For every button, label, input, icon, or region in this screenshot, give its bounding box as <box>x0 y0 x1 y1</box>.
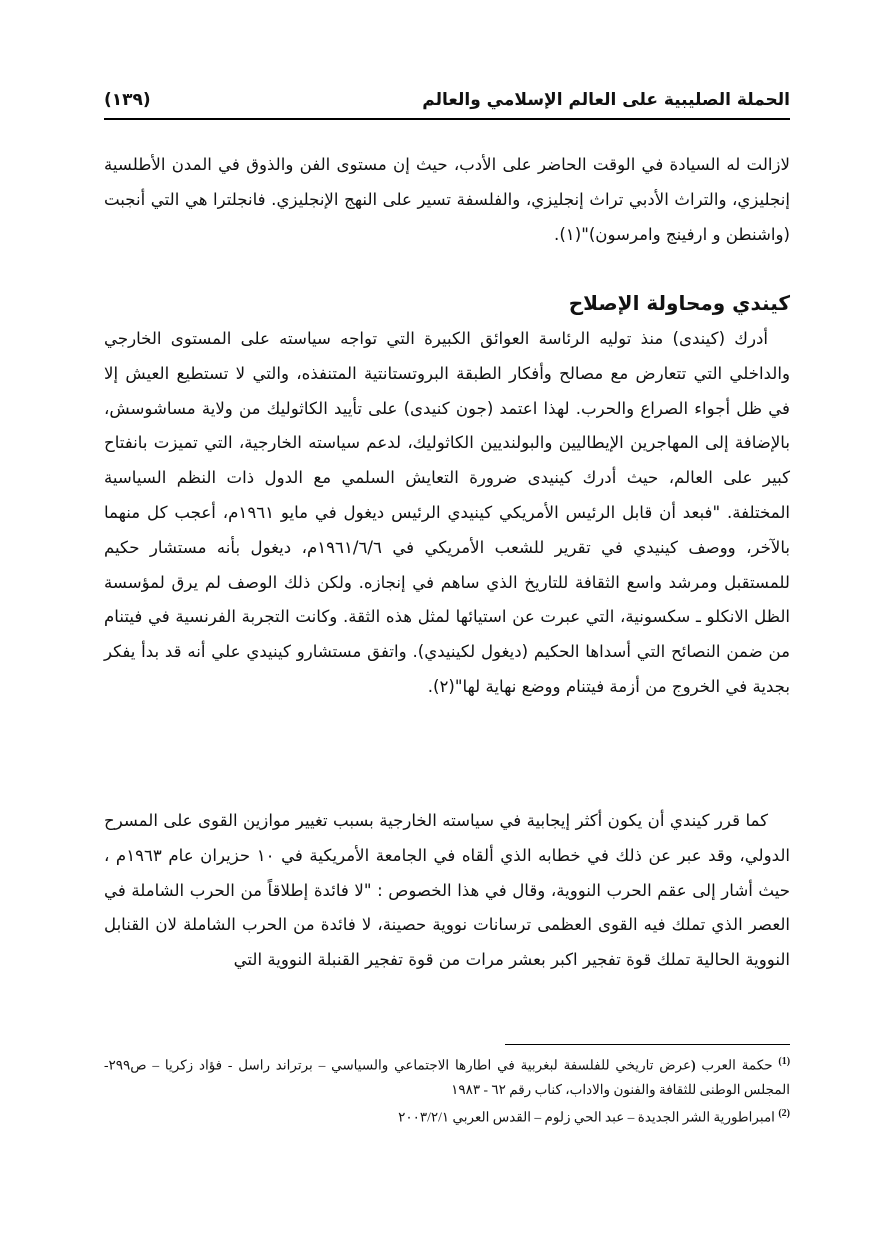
footnote-1 <box>104 1050 790 1102</box>
footnote-1-text: عرض تاريخي للفلسفة لبغربية في اطارها الاجتماعي والسياسي – برتراند راسل - فؤاد زكريا – ص٢٩٩- المجلس الوطنى للثقافة والفنون والاداب، كناب رقم ٦٢ - ١٩٨٣ <box>104 1057 790 1097</box>
page-number: (١٣٩) <box>104 90 151 110</box>
running-header <box>104 88 790 120</box>
footnote-2-text: امبراطورية الشر الجديدة – عبد الحي زلوم – القدس العربي ٢٠٠٣/٢/١ <box>398 1109 775 1124</box>
running-header-title: الحملة الصليبية على العالم الإسلامي والعالم <box>422 90 790 110</box>
footnote-1-title: حكمة العرب <box>701 1057 773 1073</box>
footnote-marker: (1) <box>778 1056 791 1067</box>
footnote-1-paren: ( <box>691 1057 696 1073</box>
paragraph-nuclear-speech: كما قرر كيندي أن يكون أكثر إيجابية في سياسته الخارجية بسبب تغيير موازين القوى على المسرح الدولي، وقد عبر عن ذلك في خطابه الذي ألقاه في الجامعة الأمريكية في ١٠ حزيران عام ١٩٦٣م ، حيث أشار إلى عقم الحرب النووية، وقال في هذا الخصوص : "لا فائدة إطلاقاً من الحرب الشاملة في العصر الذي تملك فيه القوى العظمى ترسانات نووية حصينة، لا فائدة من الحرب الشاملة لان القنابل النووية الحالية تملك قوة تفجير اكبر بعشر مرات من قوة تفجير القنبلة النووية التي <box>104 811 790 970</box>
paragraph-continuation: لازالت له السيادة في الوقت الحاضر على الأدب، حيث إن مستوى الفن والذوق في المدن الأطلسية إنجليزي، والتراث الأدبي تراث إنجليزي، والفلسفة تسير على النهج الإنجليزي. فانجلترا هي التي أنجبت (واشنطن و ارفينج وامرسون)"(١). <box>104 155 790 244</box>
footnote-2 <box>104 1102 790 1130</box>
footnote-separator <box>505 1044 790 1045</box>
section-heading: كيندي ومحاولة الإصلاح <box>568 290 790 315</box>
paragraph-kennedy-reform: أدرك (كيندى) منذ توليه الرئاسة العوائق الكبيرة التي تواجه سياسته على المستوى الخارجي والداخلي التي تتعارض مع مصالح وأفكار الطبقة البروتستانتية المتنفذه، والتي لا تستطيع العيش إلا في ظل أجواء الصراع والحرب. لهذا اعتمد (جون كنيدى) على تأييد الكاثوليك من ولاية مساشوسش، بالإضافة إلى المهاجرين الإيطاليين والبولنديين الكاثوليك، لدعم سياسته الخارجية، التي تميزت بانفتاح كبير على العالم، حيث أدرك كينيدى ضرورة التعايش السلمي مع الدول ذات النظم السياسية المختلفة. "فبعد أن قابل الرئيس الأمريكي كينيدي الرئيس ديغول في مايو ١٩٦١م، أعجب كل منهما بالآخر، ووصف كينيدي في تقرير للشعب الأمريكي في ١٩٦١/٦/٦م، ديغول بأنه مستشار حكيم للمستقبل ومرشد واسع الثقافة للتاريخ الذي ساهم في إنجازه. ولكن ذلك الوصف لم يرق لمؤسسة الظل الانكلو ـ سكسونية، التي عبرت عن استيائها لمثل هذه الثقة. وكانت التجربة الفرنسية في فيتنام من ضمن النصائح التي أسداها الحكيم (ديغول لكينيدي). واتفق مستشارو كينيدي علي أنه قد بدأ يفكر بجدية في الخروج من أزمة فيتنام ووضع نهاية لها"(٢). <box>104 329 790 696</box>
footnote-marker: (2) <box>778 1107 790 1119</box>
footnotes <box>104 1050 790 1129</box>
